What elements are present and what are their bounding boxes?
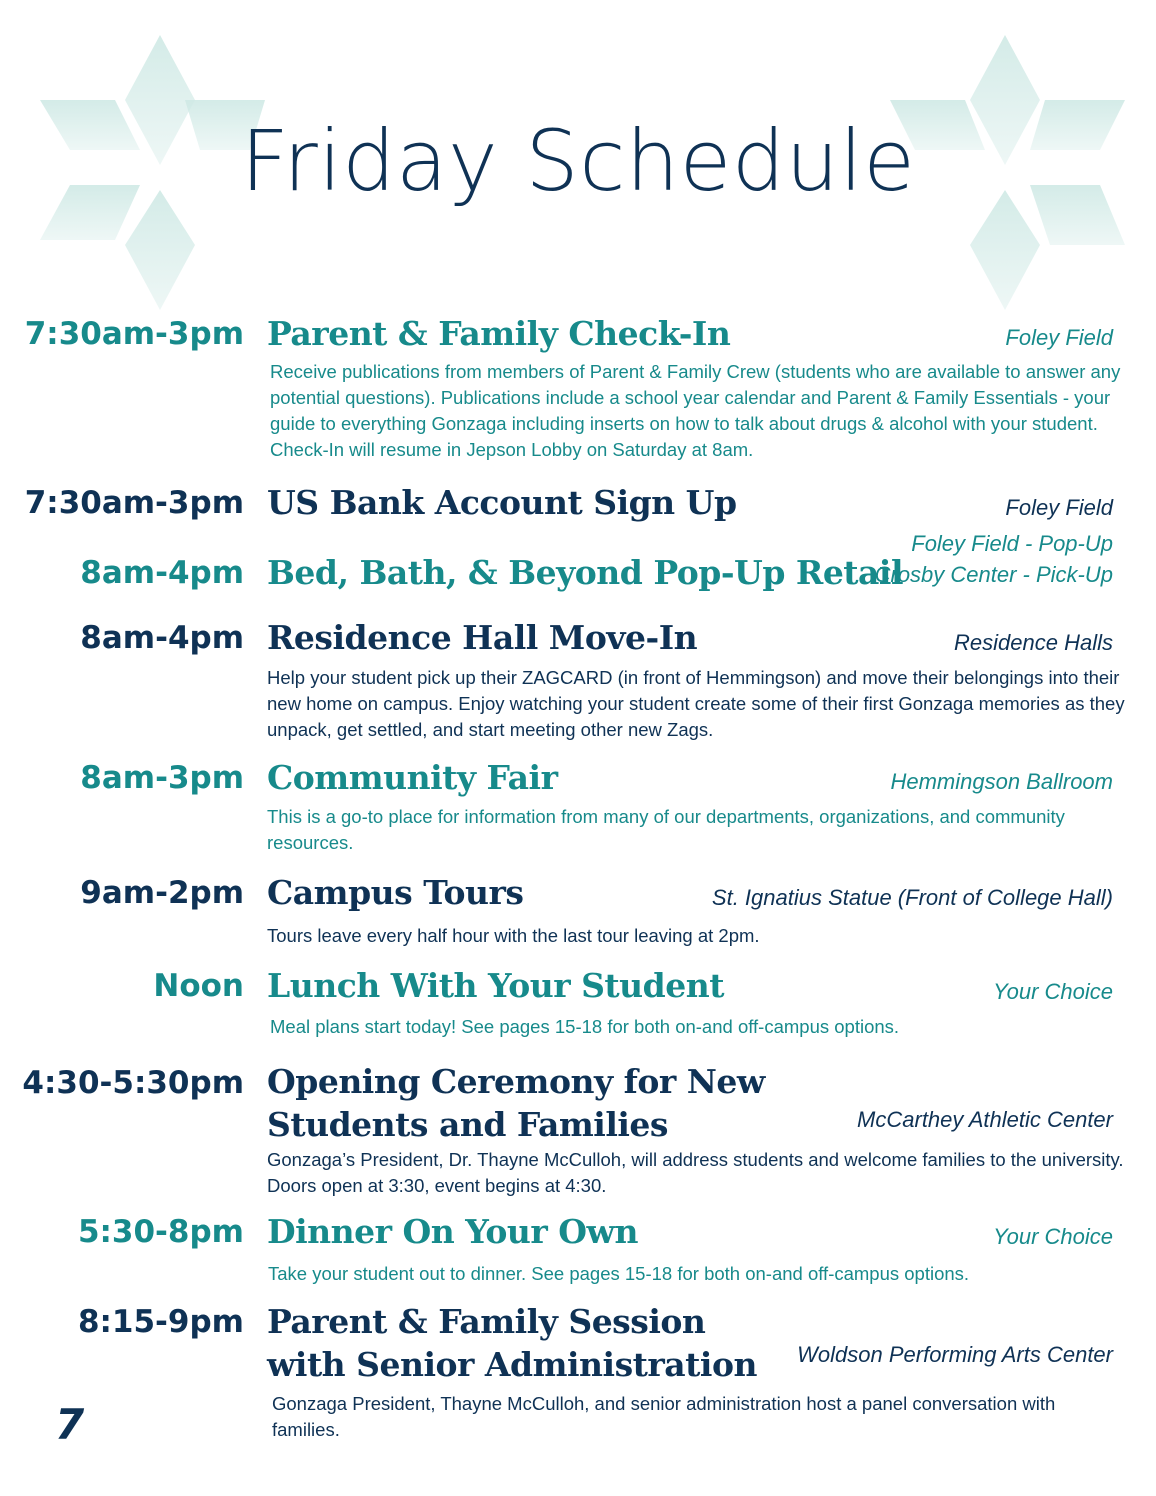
event-description: Gonzaga President, Thayne McCulloh, and senior administration host a panel conversation with families.	[272, 1393, 1056, 1440]
event-description: Receive publications from members of Parent & Family Crew (students who are available to answer any potential questions). Publications include a school year calendar and Parent & Family Essentials - your guide to everything Gonzaga including inserts on how to talk about drugs & alcohol with your student. Check-In will resume in Jepson Lobby on Saturday at 8am.	[270, 361, 1121, 460]
event-location: Residence Halls	[954, 630, 1113, 655]
event-name-line-1: Opening Ceremony for New	[267, 1062, 765, 1101]
event-name: Residence Hall Move-In	[267, 618, 698, 657]
event-time: 5:30-8pm	[77, 1214, 244, 1250]
event-name: Campus Tours	[267, 873, 524, 912]
event-name: Parent & Family Check-In	[267, 314, 731, 353]
event-time: 9am-2pm	[80, 875, 244, 911]
page-number: 7	[55, 1400, 85, 1449]
event-description: Gonzaga’s President, Dr. Thayne McCulloh, will address students and welcome families to the university. Doors open at 3:30, event begins at 4:30.	[267, 1149, 1124, 1196]
event-time: 8am-3pm	[80, 760, 244, 796]
event-time: 8am-4pm	[80, 555, 244, 591]
event-name: Community Fair	[267, 758, 558, 797]
event-location-secondary: Crosby Center - Pick-Up	[874, 562, 1113, 587]
event-time: 7:30am-3pm	[24, 485, 244, 521]
event-description: Help your student pick up their ZAGCARD (in front of Hemmingson) and move their belongings into their new home on campus. Enjoy watching your student create some of their first Gonzaga memories as they unpack, get settled, and start meeting other new Zags.	[267, 667, 1125, 740]
event-name: Lunch With Your Student	[267, 966, 724, 1005]
event-description: Meal plans start today! See pages 15-18 for both on-and off-campus options.	[270, 1016, 900, 1037]
event-description: This is a go-to place for information from many of our departments, organizations, and community resources.	[267, 806, 1065, 853]
event-time: 8:15-9pm	[77, 1304, 244, 1340]
event-name-line-2: with Senior Administration	[267, 1345, 757, 1384]
event-location: St. Ignatius Statue (Front of College Hall)	[711, 885, 1113, 910]
event-location: McCarthey Athletic Center	[857, 1107, 1113, 1132]
event-location: Hemmingson Ballroom	[890, 769, 1113, 794]
event-location: Foley Field - Pop-Up	[911, 531, 1113, 556]
event-location: Your Choice	[993, 1224, 1113, 1249]
event-name-line-2: Students and Families	[267, 1105, 668, 1144]
event-location: Woldson Performing Arts Center	[797, 1342, 1113, 1367]
event-location: Foley Field	[1005, 325, 1113, 350]
page-title: Friday Schedule	[240, 112, 916, 210]
event-name: Dinner On Your Own	[267, 1212, 638, 1251]
event-time: 4:30-5:30pm	[22, 1065, 244, 1101]
event-name: Bed, Bath, & Beyond Pop-Up Retail	[267, 553, 904, 592]
event-time: 7:30am-3pm	[24, 316, 244, 352]
event-name-line-1: Parent & Family Session	[267, 1302, 706, 1341]
event-name: US Bank Account Sign Up	[267, 483, 737, 522]
event-time: 8am-4pm	[80, 620, 244, 656]
event-description: Take your student out to dinner. See pages 15-18 for both on-and off-campus options.	[268, 1263, 970, 1284]
event-description: Tours leave every half hour with the last tour leaving at 2pm.	[267, 925, 760, 946]
event-time: Noon	[153, 968, 244, 1004]
event-location: Foley Field	[1005, 495, 1113, 520]
event-location: Your Choice	[993, 979, 1113, 1004]
